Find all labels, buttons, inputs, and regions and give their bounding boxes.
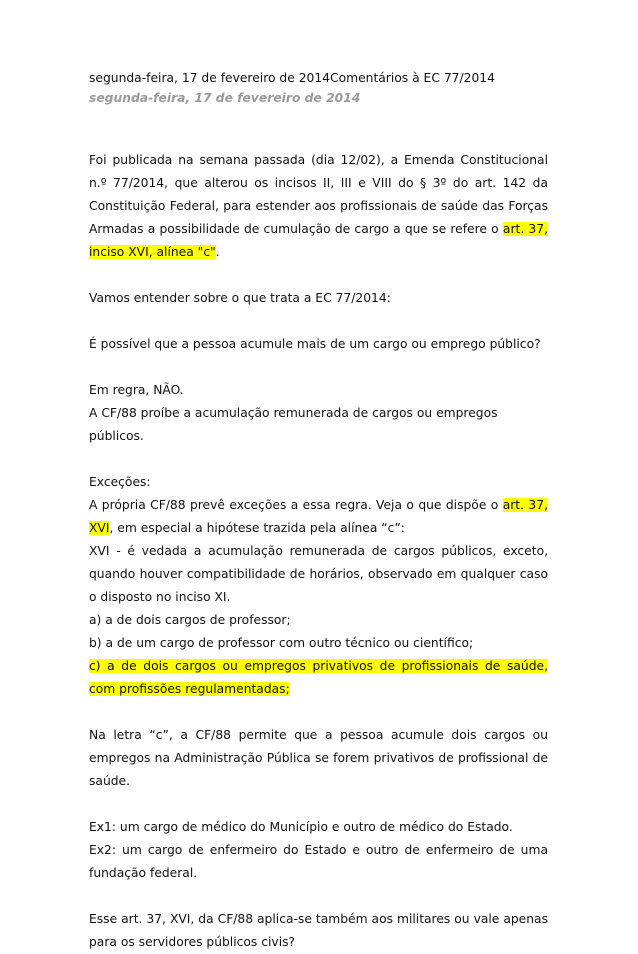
post-title-text: Comentários à EC 77/2014: [330, 71, 495, 85]
inciso-xvi: XVI - é vedada a acumulação remunerada de cargos públicos, exceto, quando houver compatibilidade de horários, observado em qualquer caso o disposto no inciso XI.: [89, 544, 548, 604]
item-b: b) a de um cargo de professor com outro técnico ou científico;: [89, 636, 474, 650]
vamos-paragraph: Vamos entender sobre o que trata a EC 77/2014:: [89, 291, 391, 305]
exceptions-lead-end: , em especial a hipótese trazida pela alínea “c”:: [109, 521, 405, 535]
letra-c-paragraph: Na letra “c”, a CF/88 permite que a pessoa acumule dois cargos ou empregos na Administração Pública se forem privativos de profissional de saúde.: [89, 728, 548, 788]
post-title-date: segunda-feira, 17 de fevereiro de 2014: [89, 71, 330, 85]
exceptions-lead-text: A própria CF/88 prevê exceções a essa regra. Veja o que dispõe o: [89, 498, 503, 512]
post-title: [89, 68, 548, 88]
intro-highlight: art. 37, inciso XVI, alínea "c": [89, 222, 548, 259]
intro-end: .: [215, 245, 220, 259]
question-1: É possível que a pessoa acumule mais de um cargo ou emprego público?: [89, 337, 541, 351]
rule-text: A CF/88 proíbe a acumulação remunerada de cargos ou empregos públicos.: [89, 406, 498, 443]
exceptions-lead: [89, 494, 548, 540]
item-a: a) a de dois cargos de professor;: [89, 613, 291, 627]
rule-title: Em regra, NÃO.: [89, 383, 184, 397]
exceptions-title: Exceções:: [89, 475, 151, 489]
question-2: Esse art. 37, XVI, da CF/88 aplica-se também aos militares ou vale apenas para os servidores públicos civis?: [89, 912, 548, 949]
post-date-subtitle: segunda-feira, 17 de fevereiro de 2014: [89, 91, 361, 105]
example-2: Ex2: um cargo de enfermeiro do Estado e outro de enfermeiro de uma fundação federal.: [89, 843, 548, 880]
example-1: Ex1: um cargo de médico do Município e outro de médico do Estado.: [89, 820, 513, 834]
intro-paragraph: [89, 149, 548, 264]
item-c-highlight: c) a de dois cargos ou empregos privativos de profissionais de saúde, com profissões regulamentadas;: [89, 659, 548, 696]
intro-text: Foi publicada na semana passada (dia 12/02), a Emenda Constitucional n.º 77/2014, que alterou os incisos II, III e VIII do § 3º do art. 142 da Constituição Federal, para estender aos profissionais de saúde das Forças Armadas a possibilidade de cumulação de cargo a que se refere o: [89, 153, 548, 236]
exceptions-lead-highlight: art. 37, XVI: [89, 498, 548, 535]
document-page: [89, 68, 548, 954]
item-c: [89, 655, 548, 701]
